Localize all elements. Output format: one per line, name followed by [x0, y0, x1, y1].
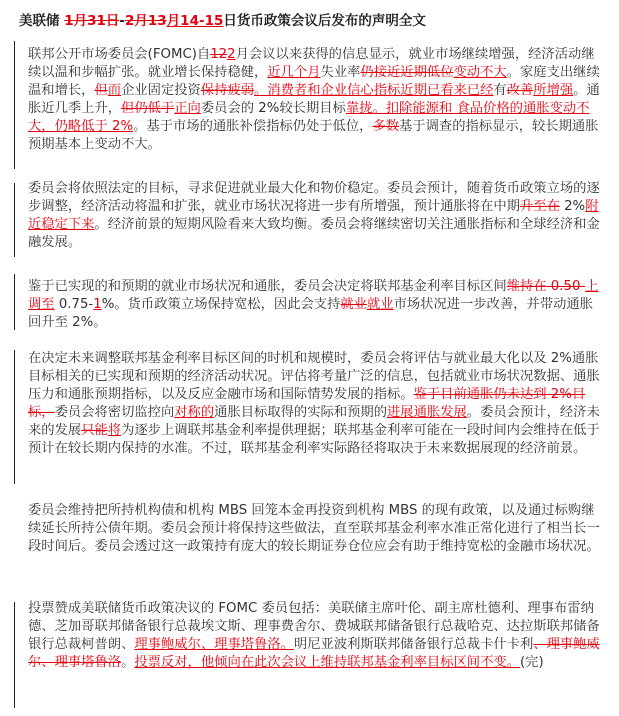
inserted-text: 所增强 — [533, 83, 574, 98]
title-prefix: 美联储 — [19, 13, 60, 29]
deleted-text: 但 — [94, 83, 108, 98]
inserted-text: 靠拢。扣除能源和 食品价格的通胀变动不大，仍略低于 2% — [28, 101, 590, 134]
inserted-text: 上调至 — [28, 279, 599, 312]
body-text: 。 — [121, 655, 135, 670]
inserted-text: 就业 — [366, 297, 394, 312]
body-text: 月会议以来获得的信息显示，就业市场继续增强，经济活动继续以温和步幅扩张。就业增长保持稳健， — [28, 47, 595, 80]
paragraph-future-adjustments — [28, 350, 604, 458]
body-text: 委员会将依照法定的目标，寻求促进就业最大化和物价稳定。委员会预计，随着货币政策立场的逐步调整，经济活动将温和扩张，就业市场状况将进一步有所增强，预计通胀将在中期 — [28, 181, 600, 214]
deleted-text: 保持疲弱 — [200, 83, 255, 98]
deleted-text: 、理事鲍威尔、理事塔鲁洛 — [28, 637, 600, 670]
body-text: 市场状况进一步改善，并带动通胀回升至 2%。 — [28, 297, 594, 330]
body-text: 委员会将密切监控向 — [54, 405, 175, 420]
inserted-text: 。消费者和企业信心指标近期已看来已经 — [254, 83, 494, 98]
body-text: 。经济前景的短期风险看来大致均衡。委员会将继续密切关注通胀指标和全球经济和金融发展。 — [28, 217, 600, 250]
change-bar — [14, 41, 15, 169]
inserted-text: 变动不大 — [453, 65, 507, 80]
body-text: 鉴于已实现的和预期的就业市场状况和通胀，委员会决定将联邦基金利率目标区间 — [28, 279, 507, 294]
body-text: 在决定未来调整联邦基金利率目标区间的时机和规模时，委员会将评估与就业最大化以及 2%通胀目标相关的已实现和预期的经济活动状况。评估将考量广泛的信息，包括就业市场状况数据、通胀压力和通胀预期指标，以及反应金融市场和国际情势发展的指标。 — [28, 351, 600, 402]
body-text: 通胀目标取得的实际和预期的 — [214, 405, 388, 420]
deleted-text: 改善 — [506, 83, 534, 98]
body-text: %。货币政策立场保持宽松，因此会支持 — [101, 297, 341, 312]
paragraph-rate-decision — [28, 278, 604, 332]
body-text: 。通胀近几季上升， — [28, 83, 600, 116]
deleted-text: 只能 — [81, 423, 108, 438]
deleted-text: 就业 — [340, 297, 367, 312]
inserted-text: 对称的 — [174, 405, 215, 420]
inserted-text: 2 — [227, 47, 236, 62]
body-text: 2% — [559, 199, 586, 214]
body-text: 联邦公开市场委员会(FOMC)自 — [28, 47, 211, 62]
body-text: 。基于市场的通胀补偿指标仍处于低位， — [133, 119, 373, 134]
inserted-text: 1 — [93, 297, 102, 312]
title-inserted-date: 月14-15 — [166, 13, 224, 29]
deleted-text: 12 — [210, 47, 228, 62]
body-text: 委员会维持把所持机构债和机构 MBS 回笼本金再投资到机构 MBS 的现有政策，以及通过标购继续延长所持公债年期。委员会预计将保持这些做法，直至联邦基金利率水准正常化进行了相当长一段时间后。委员会透过这一政策持有庞大的较长期证券仓位应会有助于维持宽松的金融市场状况。 — [28, 503, 600, 554]
deleted-text: 仍接近近期低位 — [360, 65, 454, 80]
paragraph-reinvestment-policy — [28, 502, 604, 556]
inserted-text: 近几个月 — [267, 65, 321, 80]
change-bar — [14, 350, 15, 484]
deleted-text: 升至在 — [519, 199, 560, 214]
inserted-text: 投票反对，他倾向在此次会议上维持联邦基金利率目标区间不变。 — [134, 655, 520, 670]
title-deleted-date-2: 2月13 — [125, 13, 167, 29]
change-bar — [14, 602, 15, 708]
change-bar — [14, 274, 15, 330]
inserted-text: 将 — [107, 423, 122, 438]
inserted-text: 正向 — [174, 101, 201, 116]
body-text: 。家庭支出继续温和增长， — [28, 65, 600, 98]
body-text: 0.75- — [54, 297, 94, 312]
body-text: 。委员会预计，经济未来的发展 — [28, 405, 600, 438]
paragraph-economic-outlook — [28, 46, 604, 154]
deleted-text: 多数 — [372, 119, 400, 134]
body-text: 委员会的 2%较长期目标 — [200, 101, 346, 116]
change-bar — [14, 183, 15, 257]
paragraph-voting-members — [28, 600, 604, 672]
inserted-text: 而 — [107, 83, 122, 98]
body-text: 失业率 — [320, 65, 361, 80]
inserted-text: 附近稳定下来 — [28, 199, 599, 232]
body-text: 明尼亚波利斯联邦储备银行总裁卡什卡利 — [293, 637, 534, 652]
body-text: 为逐步上调联邦基金利率提供理据；联邦基金利率可能在一段时间内会维持在低于预计在较长期内保持的水准。不过，联邦基金利率实际路径将取决于未来数据展现的经济前景。 — [28, 423, 600, 456]
body-text: 有 — [493, 83, 507, 98]
body-text: 投票赞成美联储货币政策决议的 FOMC 委员包括：美联储主席叶伦、副主席杜德利、理事布雷纳德、芝加哥联邦储备银行总裁埃文斯、理事费舍尔、费城联邦储备银行总裁哈克、达拉斯联邦储备银行总裁柯普朗、 — [28, 601, 600, 652]
body-text: 基于调查的指标显示，较长期通胀预期基本上变动不大。 — [28, 119, 599, 152]
title-suffix: 日货币政策会议后发布的声明全文 — [223, 13, 426, 29]
deleted-text: 但仍低于 — [121, 101, 175, 116]
inserted-text: 进展通胀发展 — [387, 405, 467, 420]
inserted-text: 理事鲍威尔、理事塔鲁洛。 — [134, 637, 294, 652]
body-text: (完) — [519, 655, 544, 670]
paragraph-committee-expectations — [28, 180, 604, 252]
deleted-text: 鉴于目前通胀仍未达到 2%目标， — [28, 387, 586, 420]
body-text: 企业固定投资 — [121, 83, 201, 98]
document-title: 美联储 1月31日-2月13月14-15日货币政策会议后发布的声明全文 — [19, 13, 426, 29]
title-deleted-date-1: 1月31日 — [64, 13, 120, 29]
deleted-text: 维持在 0.50- — [506, 279, 586, 294]
